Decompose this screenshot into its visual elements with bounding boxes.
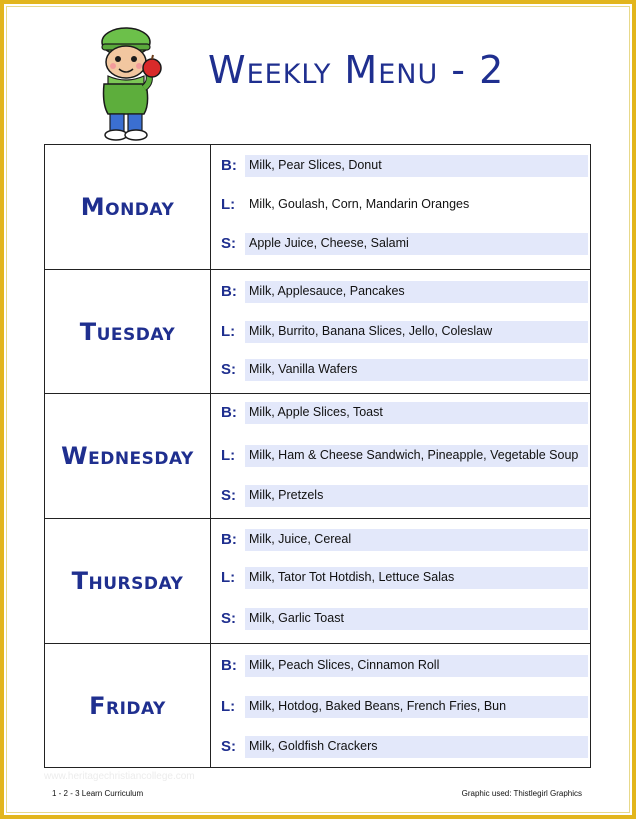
meal-text[interactable]: Milk, Goulash, Corn, Mandarin Oranges <box>249 197 470 211</box>
meal-snack <box>211 608 590 630</box>
meal-snack <box>211 485 590 507</box>
meal-letter: L: <box>221 569 236 586</box>
day-name: Wednesday <box>61 442 194 470</box>
meal-breakfast <box>211 402 590 424</box>
meal-breakfast <box>211 155 590 177</box>
day-name: Friday <box>89 692 166 720</box>
day-name: Monday <box>80 193 175 221</box>
meal-breakfast <box>211 281 590 303</box>
meal-text: Milk, Garlic Toast <box>249 611 344 625</box>
meal-lunch <box>211 194 590 216</box>
meal-lunch <box>211 696 590 718</box>
meal-letter: B: <box>221 531 237 548</box>
day-cell <box>45 519 211 643</box>
meal-text: Milk, Goldfish Crackers <box>249 739 378 753</box>
meal-text: Milk, Tator Tot Hotdish, Lettuce Salas <box>249 570 455 584</box>
meal-text: Milk, Juice, Cereal <box>249 532 352 546</box>
day-row-friday <box>45 644 590 768</box>
day-name: Thursday <box>71 567 184 595</box>
day-row-monday <box>45 145 590 270</box>
meal-letter: B: <box>221 283 237 300</box>
meal-letter: B: <box>221 657 237 674</box>
page-title: Weekly Menu - 2 <box>208 48 505 92</box>
day-cell <box>45 394 211 518</box>
meal-letter: L: <box>221 323 236 340</box>
meal-text: Milk, Ham & Cheese Sandwich, Pineapple, Vegetable Soup <box>249 448 579 462</box>
day-cell <box>45 644 211 768</box>
day-cell <box>45 270 211 393</box>
meal-letter: L: <box>221 447 236 464</box>
meal-text: Milk, Peach Slices, Cinnamon Roll <box>249 658 440 672</box>
footer-credit-left: 1 - 2 - 3 Learn Curriculum <box>52 789 144 798</box>
meal-text: Milk, Burrito, Banana Slices, Jello, Coleslaw <box>249 324 493 338</box>
meal-letter: S: <box>221 487 236 504</box>
meal-text: Milk, Pretzels <box>249 488 324 502</box>
watermark-text: www.heritagechristiancollege.com <box>44 771 195 782</box>
day-row-tuesday <box>45 270 590 394</box>
meal-letter: S: <box>221 361 236 378</box>
meal-text: Milk, Hotdog, Baked Beans, French Fries, Bun <box>249 699 507 713</box>
meal-lunch <box>211 321 590 343</box>
meal-letter: S: <box>221 610 236 627</box>
meal-letter: L: <box>221 196 236 213</box>
meal-text: Milk, Vanilla Wafers <box>249 362 358 376</box>
meal-lunch <box>211 567 590 589</box>
meal-snack <box>211 233 590 255</box>
meal-text: Milk, Apple Slices, Toast <box>249 405 383 419</box>
meal-letter: B: <box>221 404 237 421</box>
meal-letter: L: <box>221 698 236 715</box>
meal-letter: S: <box>221 235 236 252</box>
meal-letter: B: <box>221 157 237 174</box>
meal-snack <box>211 736 590 758</box>
kid-with-apple-icon <box>88 22 180 142</box>
day-row-wednesday <box>45 394 590 519</box>
meal-text: Milk, Pear Slices, Donut <box>249 158 382 172</box>
menu-table <box>44 144 591 768</box>
meal-breakfast <box>211 655 590 677</box>
day-name: Tuesday <box>79 317 176 346</box>
day-row-thursday <box>45 519 590 644</box>
day-cell <box>45 145 211 269</box>
meal-snack <box>211 359 590 381</box>
meal-breakfast <box>211 529 590 551</box>
footer-credit-right: Graphic used: Thistlegirl Graphics <box>461 789 582 798</box>
meal-text: Milk, Applesauce, Pancakes <box>249 284 405 298</box>
meal-lunch <box>211 445 590 467</box>
meal-letter: S: <box>221 738 236 755</box>
meal-text: Apple Juice, Cheese, Salami <box>249 236 409 250</box>
